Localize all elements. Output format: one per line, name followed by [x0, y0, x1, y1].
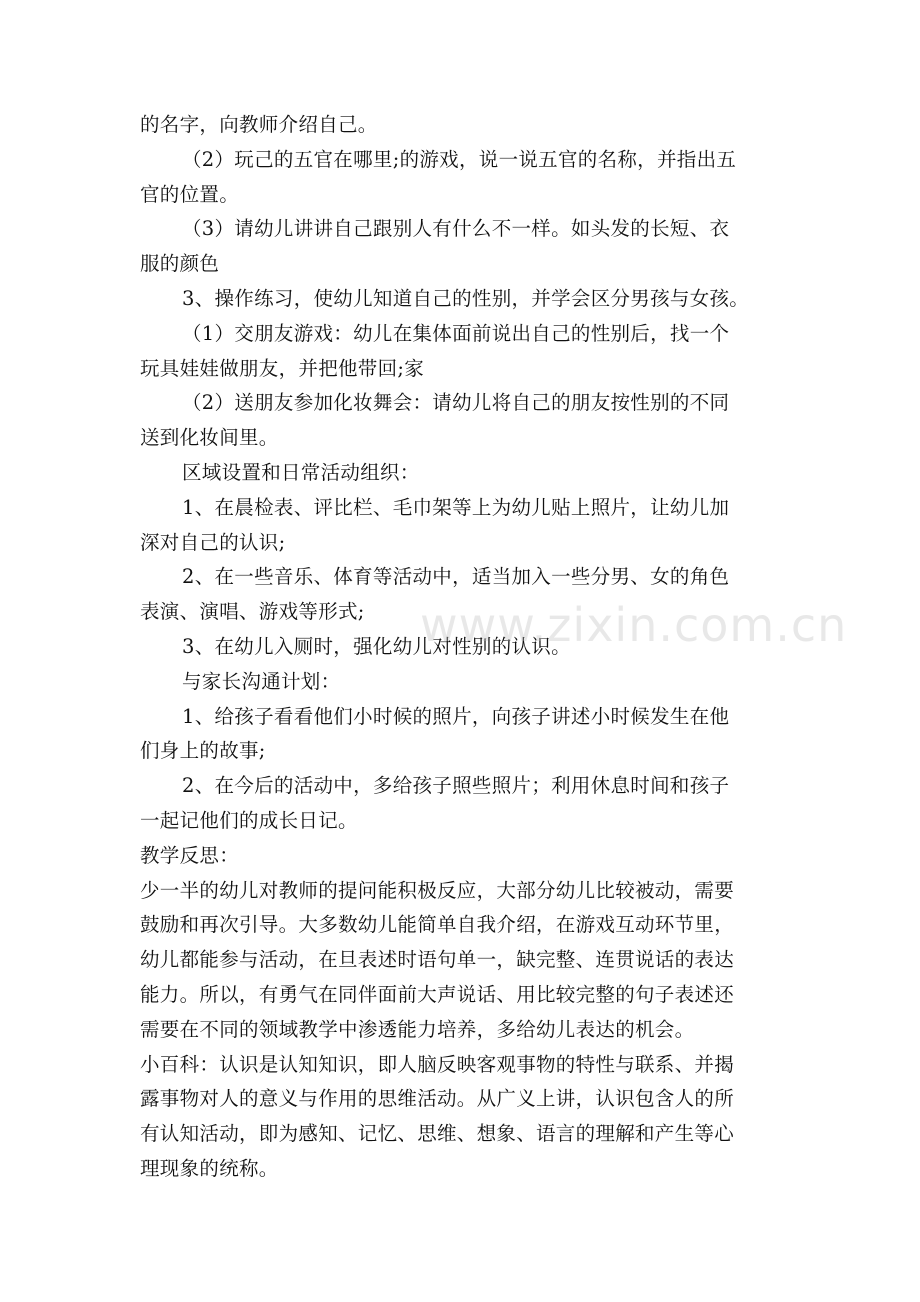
text-line: 需要在不同的领域教学中渗透能力培养，多给幼儿表达的机会。 — [140, 1017, 695, 1041]
text-line: 玩具娃娃做朋友，并把他带回;家 — [140, 356, 425, 380]
text-line: 表演、演唱、游戏等形式; — [140, 600, 365, 624]
watermark: www.zixin.com.cn — [420, 598, 848, 652]
text-line: 的名字，向教师介绍自己。 — [140, 113, 378, 136]
text-line: （3）请幼儿讲讲自己跟别人有什么不一样。如头发的长短、衣 — [182, 217, 730, 241]
text-line: 1、在晨检表、评比栏、毛巾架等上为幼儿贴上照片，让幼儿加 — [182, 495, 730, 519]
text-line: （2）玩己的五官在哪里;的游戏，说一说五官的名称，并指出五 — [182, 147, 737, 171]
text-line: 小百科：认识是认知知识，即人脑反映客观事物的特性与联系、并揭 — [140, 1052, 735, 1076]
text-line: 能力。所以，有勇气在同伴面前大声说话、用比较完整的句子表述还 — [140, 982, 735, 1006]
text-line: 2、在一些音乐、体育等活动中，适当加入一些分男、女的角色 — [182, 565, 730, 589]
text-line: （2）送朋友参加化妆舞会：请幼儿将自己的朋友按性别的不同 — [182, 391, 730, 415]
text-line: 3、在幼儿入厕时，强化幼儿对性别的认识。 — [182, 634, 571, 658]
text-line: （1）交朋友游戏：幼儿在集体面前说出自己的性别后，找一个 — [182, 321, 730, 345]
text-line: 露事物对人的意义与作用的思维活动。从广义上讲，认识包含人的所 — [140, 1087, 735, 1111]
text-line: 送到化妆间里。 — [140, 426, 279, 450]
text-line: 2、在今后的活动中，多给孩子照些照片；利用休息时间和孩子 — [182, 774, 730, 798]
section-heading: 与家长沟通计划： — [182, 669, 341, 693]
text-line: 深对自己的认识; — [140, 530, 286, 554]
text-line: 一起记他们的成长日记。 — [140, 808, 358, 832]
document-body — [140, 108, 785, 1187]
text-line: 理现象的统称。 — [140, 1156, 279, 1180]
text-line: 有认知活动，即为感知、记忆、思维、想象、语言的理解和产生等心 — [140, 1122, 735, 1146]
text-line: 幼儿都能参与活动，在旦表述时语句单一，缺完整、连贯说话的表达 — [140, 948, 735, 972]
text-line: 服的颜色 — [140, 252, 220, 276]
text-line: 1、给孩子看看他们小时候的照片，向孩子讲述小时候发生在他 — [182, 704, 730, 728]
section-heading: 教学反思： — [140, 843, 240, 867]
text-line: 3、操作练习，使幼儿知道自己的性别，并学会区分男孩与女孩。 — [182, 286, 750, 310]
text-line: 官的位置。 — [140, 182, 240, 206]
section-heading: 区域设置和日常活动组织： — [182, 460, 420, 484]
text-line: 们身上的故事; — [140, 739, 266, 763]
text-line: 少一半的幼儿对教师的提问能积极反应，大部分幼儿比较被动，需要 — [140, 878, 735, 902]
text-line: 鼓励和再次引导。大多数幼儿能简单自我介绍，在游戏互动环节里， — [140, 913, 735, 937]
